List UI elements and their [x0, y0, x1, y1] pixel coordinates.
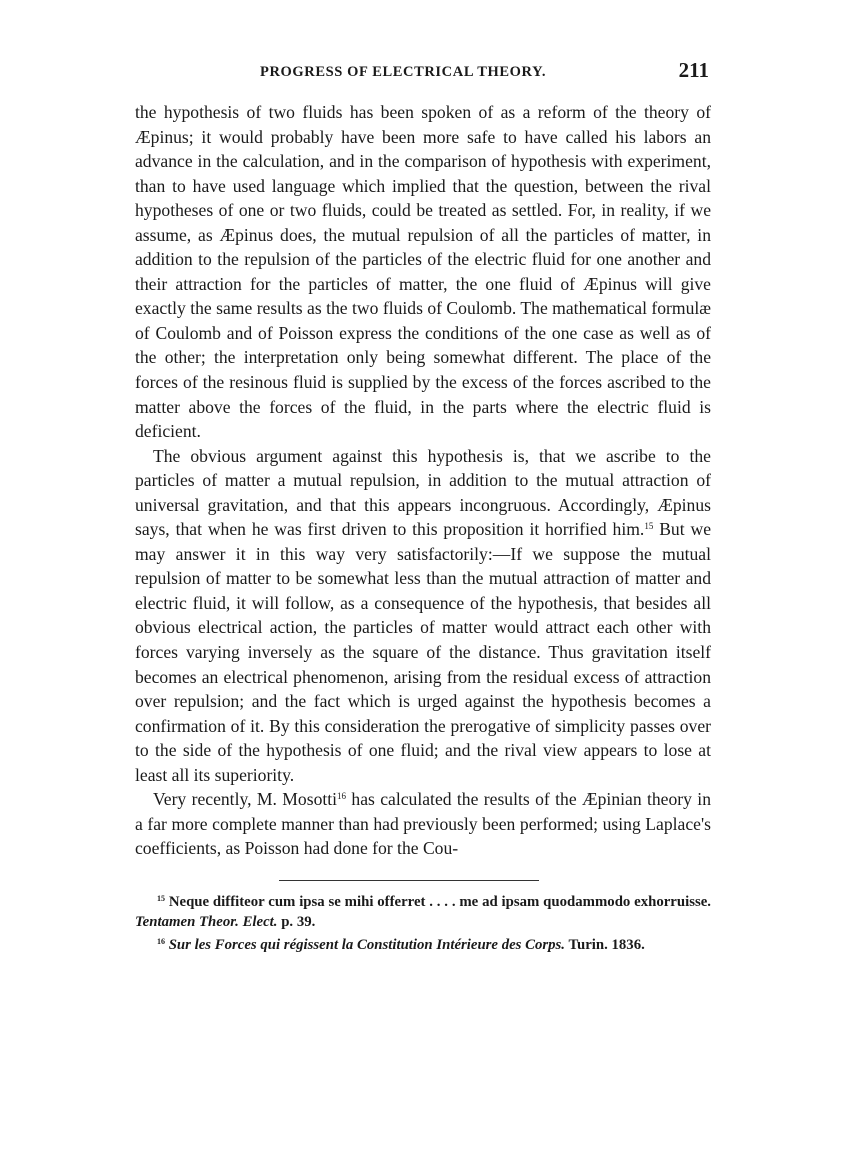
footnote-citation: Sur les Forces qui régissent la Constitution Intérieure des Corps.: [165, 936, 566, 953]
footnote-number: 15: [157, 893, 165, 903]
footnote-text: p. 39.: [277, 914, 316, 931]
footnote-16: [135, 935, 711, 956]
page-number: 211: [678, 58, 709, 82]
footnote-marker[interactable]: 16: [337, 791, 347, 802]
running-title: PROGRESS OF ELECTRICAL THEORY.: [260, 64, 547, 80]
body-text: [135, 100, 711, 861]
footnote-text: Neque diffiteor cum ipsa se mihi offerret . . . . me ad ipsam quodammodo exhorruisse.: [165, 893, 711, 910]
paragraph: [135, 444, 711, 788]
paragraph-text: But we may answer it in this way very satisfactorily:—If we suppose the mutual repulsion of matter to be somewhat less than the mutual attraction of matter and electric fluid, it will follow, as a consequence of the hypothesis, that besides all obvious electrical action, the particles of matter would attract each other with forces varying inversely as the square of the distance. Thus gravitation itself becomes an electrical phenomenon, arising from the residual excess of attraction over repulsion; and the fact which is urged against the hypothesis becomes a confirmation of it. By this consideration the prerogative of simplicity passes over to the side of the hypothesis of one fluid; and the rival view appears to lose at least all its superiority.: [135, 519, 711, 785]
paragraph: [135, 787, 711, 861]
footnote-marker[interactable]: 15: [644, 521, 654, 532]
footnote-text: Turin. 1836.: [565, 936, 645, 953]
paragraph-text: the hypothesis of two fluids has been spoken of as a reform of the theory of Æpinus; it would probably have been more safe to have called his labors an advance in the calculation, and in the comparison of hypothesis with experiment, than to have used language which implied that the question, between the rival hypotheses of one or two fluids, could be treated as settled. For, in reality, if we assume, as Æpinus does, the mutual repulsion of all the particles of matter, in addition to the repulsion of the particles of the electric fluid for one another and their attraction for the particles of matter, the one fluid of Æpinus will give exactly the same results as the two fluids of Coulomb. The mathematical formulæ of Coulomb and of Poisson express the conditions of the one case as well as of the other; the interpretation only being somewhat different. The place of the forces of the resinous fluid is supplied by the excess of the forces ascribed to the matter above the forces of the fluid, in the parts where the electric fluid is deficient.: [135, 102, 711, 442]
paragraph-text: Very recently, M. Mosotti: [153, 789, 338, 810]
footnote-15: [135, 892, 711, 933]
footnote-number: 16: [157, 936, 165, 946]
paragraph-continued: [135, 100, 711, 444]
paragraph-text: has calculated the results of the Æpinian theory in a far more complete manner than had previously been performed; using Laplace's coefficients, as Poisson had done for the Cou-: [135, 789, 711, 859]
book-page: [135, 58, 711, 955]
footnote-citation: Tentamen Theor. Elect.: [135, 914, 278, 931]
running-header: [135, 58, 711, 88]
footnote-divider: [279, 880, 539, 881]
footnotes: [135, 892, 711, 956]
paragraph-text: The obvious argument against this hypothesis is, that we ascribe to the particles of matter a mutual repulsion, in addition to the mutual attraction of universal gravitation, and that this appears incongruous. Accordingly, Æpinus says, that when he was first driven to this proposition it horrified him.: [135, 445, 711, 540]
